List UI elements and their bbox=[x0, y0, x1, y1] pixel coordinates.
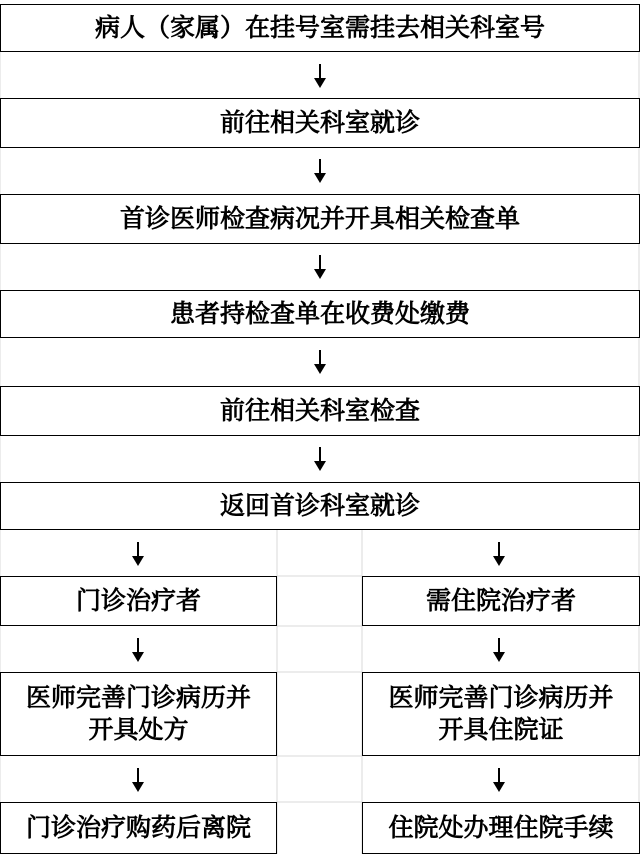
step-register: 病人（家属）在挂号室需挂去相关科室号 bbox=[0, 4, 640, 52]
step-visit-department: 前往相关科室就诊 bbox=[0, 98, 640, 148]
step-return-visit: 返回首诊科室就诊 bbox=[0, 482, 640, 530]
branch-outpatient: 门诊治疗者 bbox=[0, 576, 277, 626]
branch-inpatient: 需住院治疗者 bbox=[362, 576, 640, 626]
arrow-down-icon bbox=[132, 638, 144, 662]
arrow-down-icon bbox=[493, 768, 505, 792]
outpatient-discharge: 门诊治疗购药后离院 bbox=[0, 802, 277, 854]
arrow-down-icon bbox=[314, 255, 326, 279]
inpatient-admission: 住院处办理住院手续 bbox=[362, 802, 640, 854]
step-initial-examination: 首诊医师检查病况并开具相关检查单 bbox=[0, 194, 640, 244]
arrow-down-icon bbox=[493, 542, 505, 566]
arrow-down-icon bbox=[314, 447, 326, 471]
arrow-down-icon bbox=[314, 64, 326, 88]
outpatient-prescription: 医师完善门诊病历并开具处方 bbox=[0, 672, 277, 756]
arrow-down-icon bbox=[493, 638, 505, 662]
arrow-down-icon bbox=[132, 542, 144, 566]
arrow-down-icon bbox=[314, 350, 326, 374]
step-pay-fees: 患者持检查单在收费处缴费 bbox=[0, 290, 640, 338]
step-department-check: 前往相关科室检查 bbox=[0, 386, 640, 436]
arrow-down-icon bbox=[314, 159, 326, 183]
inpatient-admission-certificate: 医师完善门诊病历并开具住院证 bbox=[362, 672, 640, 756]
arrow-down-icon bbox=[132, 768, 144, 792]
